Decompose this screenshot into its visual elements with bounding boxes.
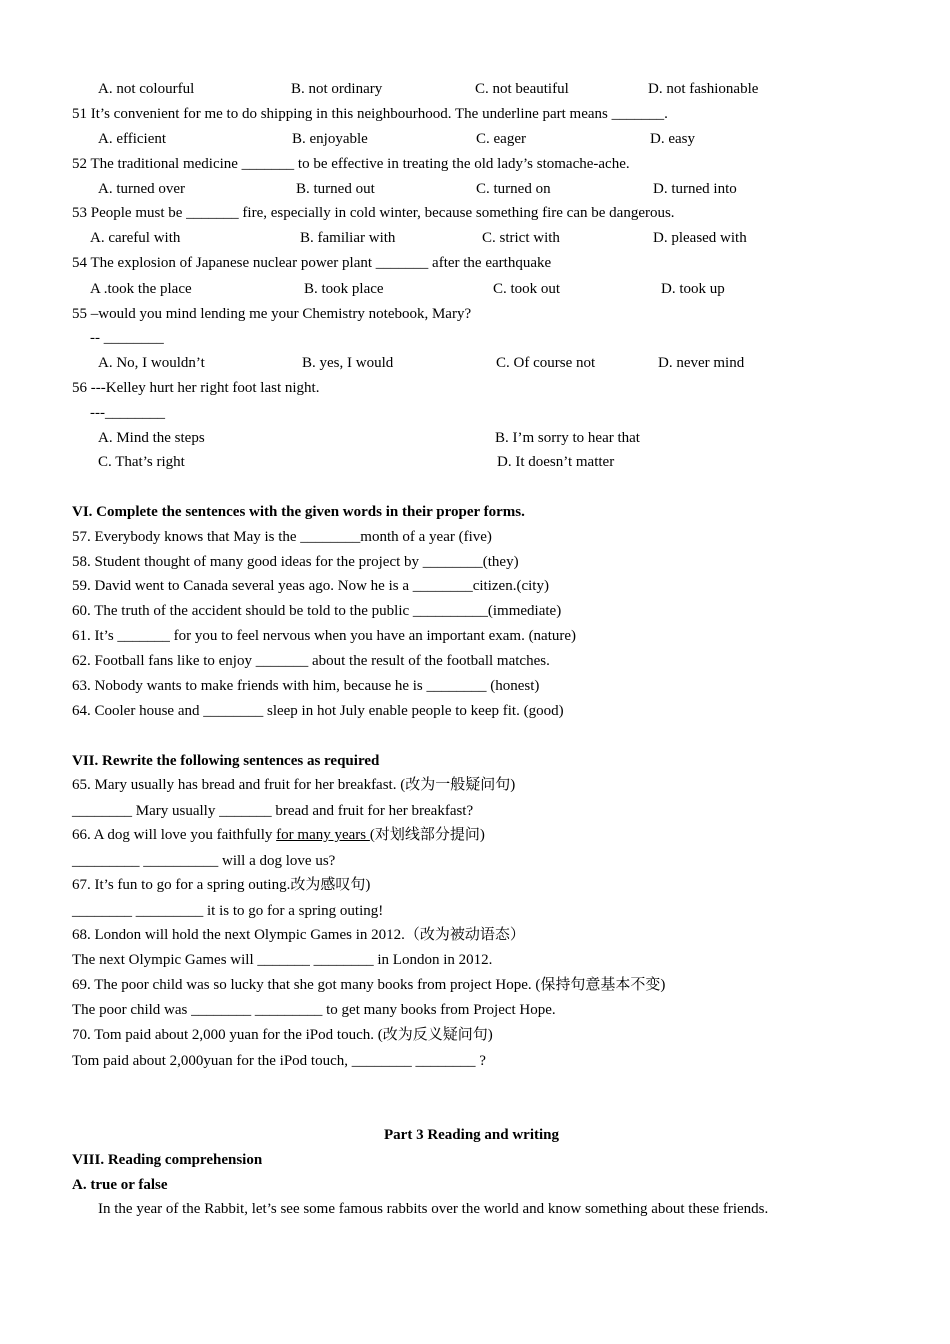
q66-underlined-part: for many years bbox=[276, 827, 370, 843]
q69-answer-line: The poor child was ________ _________ to get many books from Project Hope. bbox=[72, 1002, 556, 1018]
q51-option-d: D. easy bbox=[650, 131, 695, 147]
q56-stem: 56 ---Kelley hurt her right foot last night. bbox=[72, 380, 320, 396]
sec6-item-58: 58. Student thought of many good ideas for the project by ________(they) bbox=[72, 554, 519, 570]
q70-stem: 70. Tom paid about 2,000 yuan for the iPod touch. (改为反义疑问句) bbox=[72, 1027, 493, 1043]
section-a-heading: A. true or false bbox=[72, 1177, 168, 1193]
q52-stem: 52 The traditional medicine _______ to be effective in treating the old lady’s stomache-ache. bbox=[72, 156, 630, 172]
q50-option-d: D. not fashionable bbox=[648, 81, 759, 97]
sec6-item-64: 64. Cooler house and ________ sleep in hot July enable people to keep fit. (good) bbox=[72, 703, 564, 719]
q67-stem: 67. It’s fun to go for a spring outing.改为感叹句) bbox=[72, 877, 371, 893]
q51-option-c: C. eager bbox=[476, 131, 526, 147]
section-viii-heading: VIII. Reading comprehension bbox=[72, 1152, 263, 1168]
q53-stem: 53 People must be _______ fire, especially in cold winter, because something fire can be dangerous. bbox=[72, 205, 675, 221]
q66-stem bbox=[72, 826, 485, 844]
q52-option-b: B. turned out bbox=[296, 181, 375, 197]
q53-option-d: D. pleased with bbox=[653, 230, 747, 246]
q56-option-c: C. That’s right bbox=[98, 454, 185, 470]
q56-option-b: B. I’m sorry to hear that bbox=[495, 430, 640, 446]
q52-option-a: A. turned over bbox=[98, 181, 186, 197]
q54-option-b: B. took place bbox=[304, 281, 384, 297]
sec6-item-57: 57. Everybody knows that May is the ________month of a year (five) bbox=[72, 529, 492, 545]
q53-option-b: B. familiar with bbox=[300, 230, 396, 246]
q67-answer-line: ________ _________ it is to go for a spring outing! bbox=[72, 903, 384, 919]
q68-answer-line: The next Olympic Games will _______ ________ in London in 2012. bbox=[72, 952, 493, 968]
q55-option-d: D. never mind bbox=[658, 355, 745, 371]
q50-option-a: A. not colourful bbox=[98, 81, 195, 97]
sec6-item-60: 60. The truth of the accident should be told to the public __________(immediate) bbox=[72, 603, 562, 619]
q55-option-c: C. Of course not bbox=[496, 355, 596, 371]
sec6-item-62: 62. Football fans like to enjoy _______ about the result of the football matches. bbox=[72, 653, 550, 669]
q52-option-c: C. turned on bbox=[476, 181, 551, 197]
q51-option-a: A. efficient bbox=[98, 131, 167, 147]
q66-text-post: (对划线部分提问) bbox=[369, 827, 485, 843]
q69-stem: 69. The poor child was so lucky that she got many books from project Hope. (保持句意基本不变) bbox=[72, 977, 666, 993]
q66-answer-line: _________ __________ will a dog love us? bbox=[72, 853, 336, 869]
q55-stem: 55 –would you mind lending me your Chemistry notebook, Mary? bbox=[72, 306, 472, 322]
q50-option-c: C. not beautiful bbox=[475, 81, 569, 97]
q50-option-b: B. not ordinary bbox=[291, 81, 383, 97]
q68-stem: 68. London will hold the next Olympic Games in 2012.（改为被动语态） bbox=[72, 927, 525, 943]
q54-option-d: D. took up bbox=[661, 281, 725, 297]
sec6-item-61: 61. It’s _______ for you to feel nervous when you have an important exam. (nature) bbox=[72, 628, 577, 644]
q53-option-c: C. strict with bbox=[482, 230, 560, 246]
q55-reply-blank: -- ________ bbox=[90, 330, 164, 346]
q51-stem: 51 It’s convenient for me to do shipping in this neighbourhood. The underline part means _______. bbox=[72, 106, 668, 122]
q54-option-a: A .took the place bbox=[90, 281, 192, 297]
q56-reply-blank: ---________ bbox=[90, 405, 165, 421]
q66-text-pre: 66. A dog will love you faithfully bbox=[72, 827, 277, 843]
q56-option-d: D. It doesn’t matter bbox=[497, 454, 615, 470]
q56-option-a: A. Mind the steps bbox=[98, 430, 205, 446]
q54-stem: 54 The explosion of Japanese nuclear power plant _______ after the earthquake bbox=[72, 255, 552, 271]
section-vii-heading: VII. Rewrite the following sentences as required bbox=[72, 753, 380, 769]
q53-option-a: A. careful with bbox=[90, 230, 181, 246]
q65-stem: 65. Mary usually has bread and fruit for her breakfast. (改为一般疑问句) bbox=[72, 777, 516, 793]
q54-option-c: C. took out bbox=[493, 281, 561, 297]
reading-intro-paragraph: In the year of the Rabbit, let’s see some famous rabbits over the world and know something about these friends. bbox=[98, 1201, 769, 1217]
sec6-item-59: 59. David went to Canada several yeas ago. Now he is a ________citizen.(city) bbox=[72, 578, 549, 594]
part3-heading: Part 3 Reading and writing bbox=[384, 1127, 560, 1143]
sec6-item-63: 63. Nobody wants to make friends with him, because he is ________ (honest) bbox=[72, 678, 540, 694]
section-vi-heading: VI. Complete the sentences with the given words in their proper forms. bbox=[72, 504, 525, 520]
q65-answer-line: ________ Mary usually _______ bread and fruit for her breakfast? bbox=[72, 803, 474, 819]
q55-option-b: B. yes, I would bbox=[302, 355, 394, 371]
q55-option-a: A. No, I wouldn’t bbox=[98, 355, 205, 371]
q51-option-b: B. enjoyable bbox=[292, 131, 368, 147]
q70-answer-line: Tom paid about 2,000yuan for the iPod touch, ________ ________ ? bbox=[72, 1053, 486, 1069]
q52-option-d: D. turned into bbox=[653, 181, 737, 197]
